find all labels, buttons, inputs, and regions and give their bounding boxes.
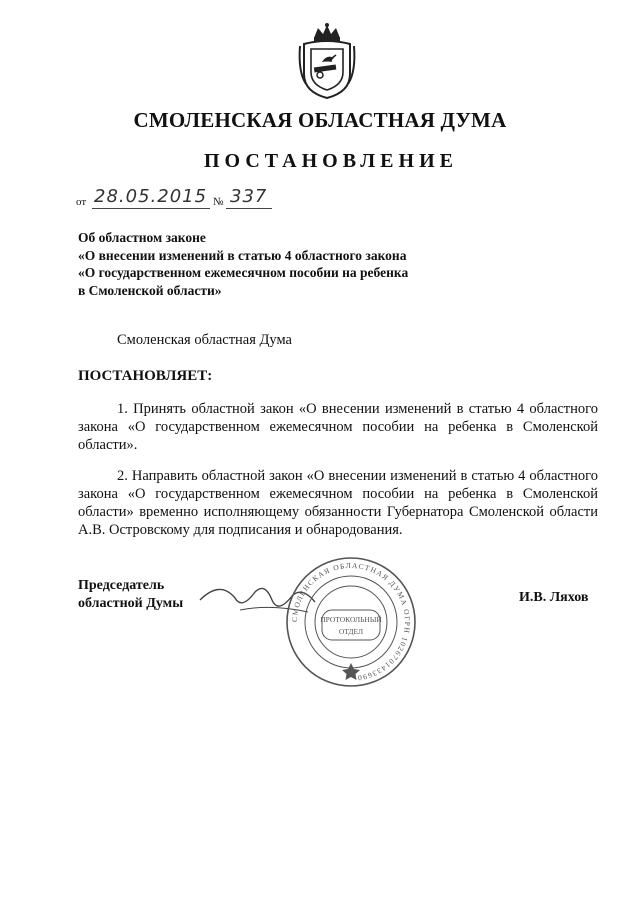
number-label: № [213,196,224,208]
date-from-label: от [76,196,87,208]
document-type: ПОСТАНОВЛЕНИЕ [204,150,458,172]
official-stamp [284,555,418,689]
date-number-line [76,186,336,214]
subject-line: в Смоленской области» [78,282,222,298]
decree-heading: ПОСТАНОВЛЯЕТ: [78,368,213,384]
stamp-center-line2: ОТДЕЛ [338,627,364,636]
resolution-item-1: 1. Принять областной закон «О внесении изменений в статью 4 областного закона «О государственном ежемесячном пособии на ребенка в Смоленской области». [78,401,598,453]
subject-line: Об областном законе [78,230,206,245]
handwritten-date: 28.05.2015 [94,186,208,207]
signatory-position [78,577,183,612]
signatory-name: И.В. Ляхов [519,590,589,605]
date-underline [92,208,210,209]
resolution-item-2: 2. Направить областной закон «О внесении изменений в статью 4 областного закона «О государственном ежемесячном пособии на ребенка в Смоленской области» временно исполняющему обязанности Губернатора Смоленской области А.В. Островскому для подписания и обнародования. [78,468,598,538]
intro-text: Смоленская областная Дума [117,332,292,348]
position-line: Председатель [78,578,165,593]
coat-of-arms-icon [296,22,358,100]
position-line: областной Думы [78,595,184,611]
subject-line: «О государственном ежемесячном пособии на ребенка [78,265,409,280]
stamp-center-line1: ПРОТОКОЛЬНЫЙ [320,615,382,624]
document-subject [78,229,498,299]
handwritten-number: 337 [230,186,268,207]
number-underline [226,208,272,209]
stamp-ring-text: СМОЛЕНСКАЯ ОБЛАСТНАЯ ДУМА ОГРН 1026701433690 [289,560,413,683]
org-title: СМОЛЕНСКАЯ ОБЛАСТНАЯ ДУМА [133,108,507,132]
subject-line: «О внесении изменений в статью 4 областного закона [78,247,407,263]
